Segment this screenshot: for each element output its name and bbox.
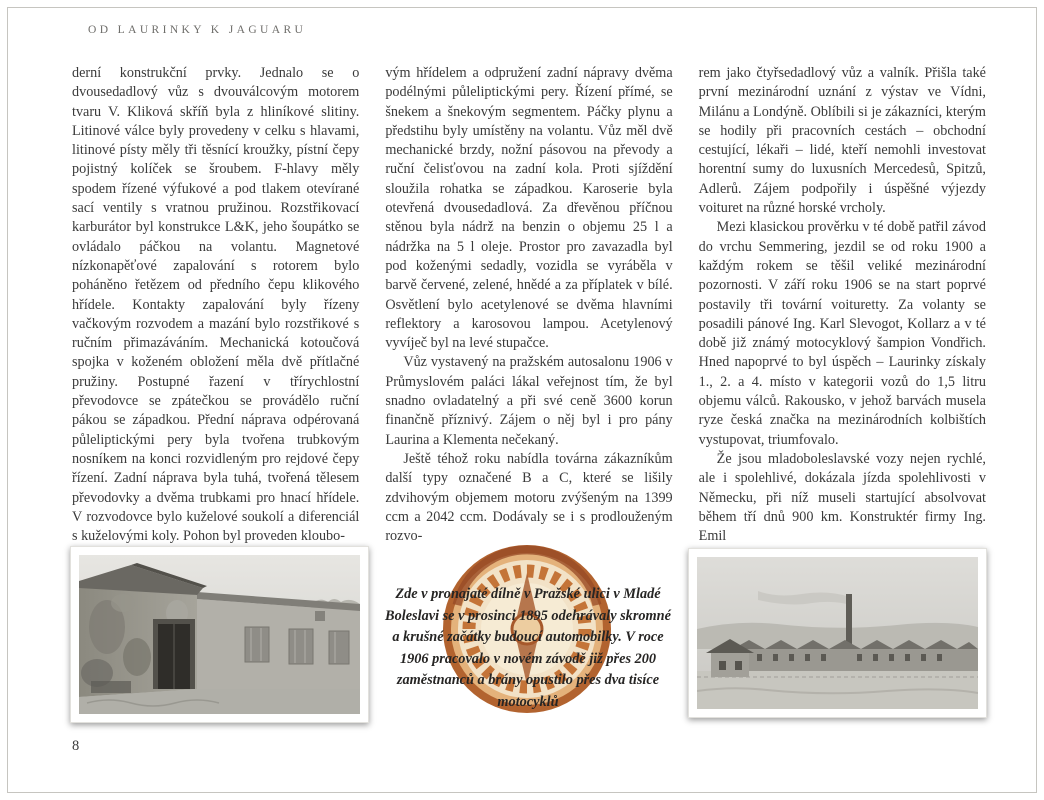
body-paragraph: vým hřídelem a odpružení zadní nápravy dvěma podélnými půleliptickými pery. Řízení přímé, se šnekem a šnekovým segmentem. Páčky plynu a předstihu byly umístěny na volantu. Vůz měl dvě mechanické brzdy, nožní pásovou na převody a ruční čelisťovou na zadní kola. Proti sjíždění sloužila rohatka se západkou. Karoserie byla otevřená dvousedadlová. Za dřevěnou příčnou stěnou byla nádrž na benzin o objemu 25 l a nádržka na 5 l oleje. Prostor pro zavazadla byl pod koženými sedadly, vozidla se vyráběla v barvě červené, zelené, hnědé a za příplatek v bílé. Osvětlení bylo acetylenové se dvěma hlavními reflektory a karosovou lampou. Acetylenový vyvíječ byl na levé stupačce. bbox=[385, 65, 673, 352]
text-column-3 bbox=[699, 64, 986, 546]
page-number: 8 bbox=[72, 738, 80, 754]
body-paragraph: derní konstrukční prvky. Jednalo se o dvousedadlový vůz s dvouválcovým motorem tvaru V. Kliková skříň byla z hliníkové slitiny. Litinové válce byly provedeny v celku s hlavami, litinové písty měly tři těsnící kroužky, pístní čepy pojistný kolíček se šroubem. F-hlavy měly spodem řízené výfukové a pod tlakem otevírané sací ventily s vratnou pružinou. Rozstřikovací karburátor byl konstrukce L&K, jeho šoupátko se ovládalo páčkou na volantu. Magnetové nízkonapěťové zapalování s rotorem bylo poháněno řetězem od předního čepu klikového hřídele. Kontakty zapalování byly řízeny vačkovým rozvodem a mazání bylo rozstřikové s ručním přimazáváním. Mechanická kotoučová spojka v koženém obložení měla dvě přítlačné pružiny. Postupné řazení v třírychlostní převodovce se zpátečkou se provádělo ruční pákou se západkou. Přední náprava odpérovaná půleliptickými pery byla tvořena trubkovým nosníkem na konci rozvidleným pro rejdové čepy řízení. Zadní náprava byla tuhá, tvořená tělesem převodovky a dvěma trubkami pro hnací hřídele. V rozvodovce bylo kuželové soukolí a diferenciál s kuželovými koly. Pohon byl proveden kloubo- bbox=[72, 65, 360, 545]
factory-photo-image bbox=[697, 557, 978, 709]
running-header: OD LAURINKY K JAGUARU bbox=[88, 24, 307, 36]
workshop-photo bbox=[70, 546, 369, 723]
body-paragraph: Vůz vystavený na pražském autosalonu 1906 v Průmyslovém paláci lákal veřejnost tím, že byl snadno ovladatelný a při své ceně 3600 korun finančně příznivý. Zájem o něj byl i pro pány Laurina a Klementa nečekaný. bbox=[385, 354, 673, 448]
photo-caption: Zde v pronajaté dílně v Pražské ulici v Mladé Boleslavi se v prosinci 1895 odehrávaly skromné a krušné začátky budoucí automobilky. V roce 1906 pracovalo v novém závodě již přes 200 zaměstnanců a brány opustilo přes dva tisíce motocyklů bbox=[385, 586, 671, 710]
factory-photo bbox=[688, 548, 987, 718]
body-paragraph: Ještě téhož roku nabídla továrna zákazníkům další typy označené B a C, které se lišily zdvihovým objemem motoru zvýšeným na 1399 ccm a 2042 ccm. Dodávaly se i s prodlouženým rozvo- bbox=[385, 450, 673, 545]
text-column-1 bbox=[72, 64, 359, 546]
body-paragraph: Že jsou mladoboleslavské vozy nejen rychlé, ale i spolehlivé, dokázala jízda spolehlivosti v Německu, při níž museli startující absolvovat během tří dnů 900 km. Konstruktér firmy Ing. Emil bbox=[698, 450, 986, 545]
text-columns bbox=[72, 64, 986, 546]
text-column-2 bbox=[385, 64, 672, 546]
body-paragraph: Mezi klasickou prověrku v té době patřil závod do vrchu Semmering, jezdil se od roku 1900 a každým rokem se těšil veliké mezinárodní pozornosti. V září roku 1906 se na start poprvé postavily tři tovární voituretty. Za volanty se posadili pánové Ing. Karl Slevogot, Kollarz a v té době již známý motocyklový šampion Vondřich. Hned napoprvé to byl úspěch – Laurinky získaly 1., 2. a 4. místo v kategorii vozů do 1,5 litru objemu válců. Rakousko, v jehož barvách musela ryze česká značka na mezinárodních kolbištích vystupovat, triumfovalo. bbox=[698, 219, 986, 448]
body-paragraph: rem jako čtyřsedadlový vůz a valník. Přišla také první mezinárodní uznání z výstav ve Vídni, Milánu a Londýně. Oblíbili si je zákazníci, kterým se hodily při pracovních cestách – obchodní cestující, lékaři – lidé, kteří nemohli investovat horentní sumy do luxusních Mercedesů, Spitzů, Adlerů. Zájem podpořily i úspěšné výjezdy voituret na různé horské vrcholy. bbox=[698, 65, 986, 217]
workshop-photo-image bbox=[79, 555, 360, 714]
